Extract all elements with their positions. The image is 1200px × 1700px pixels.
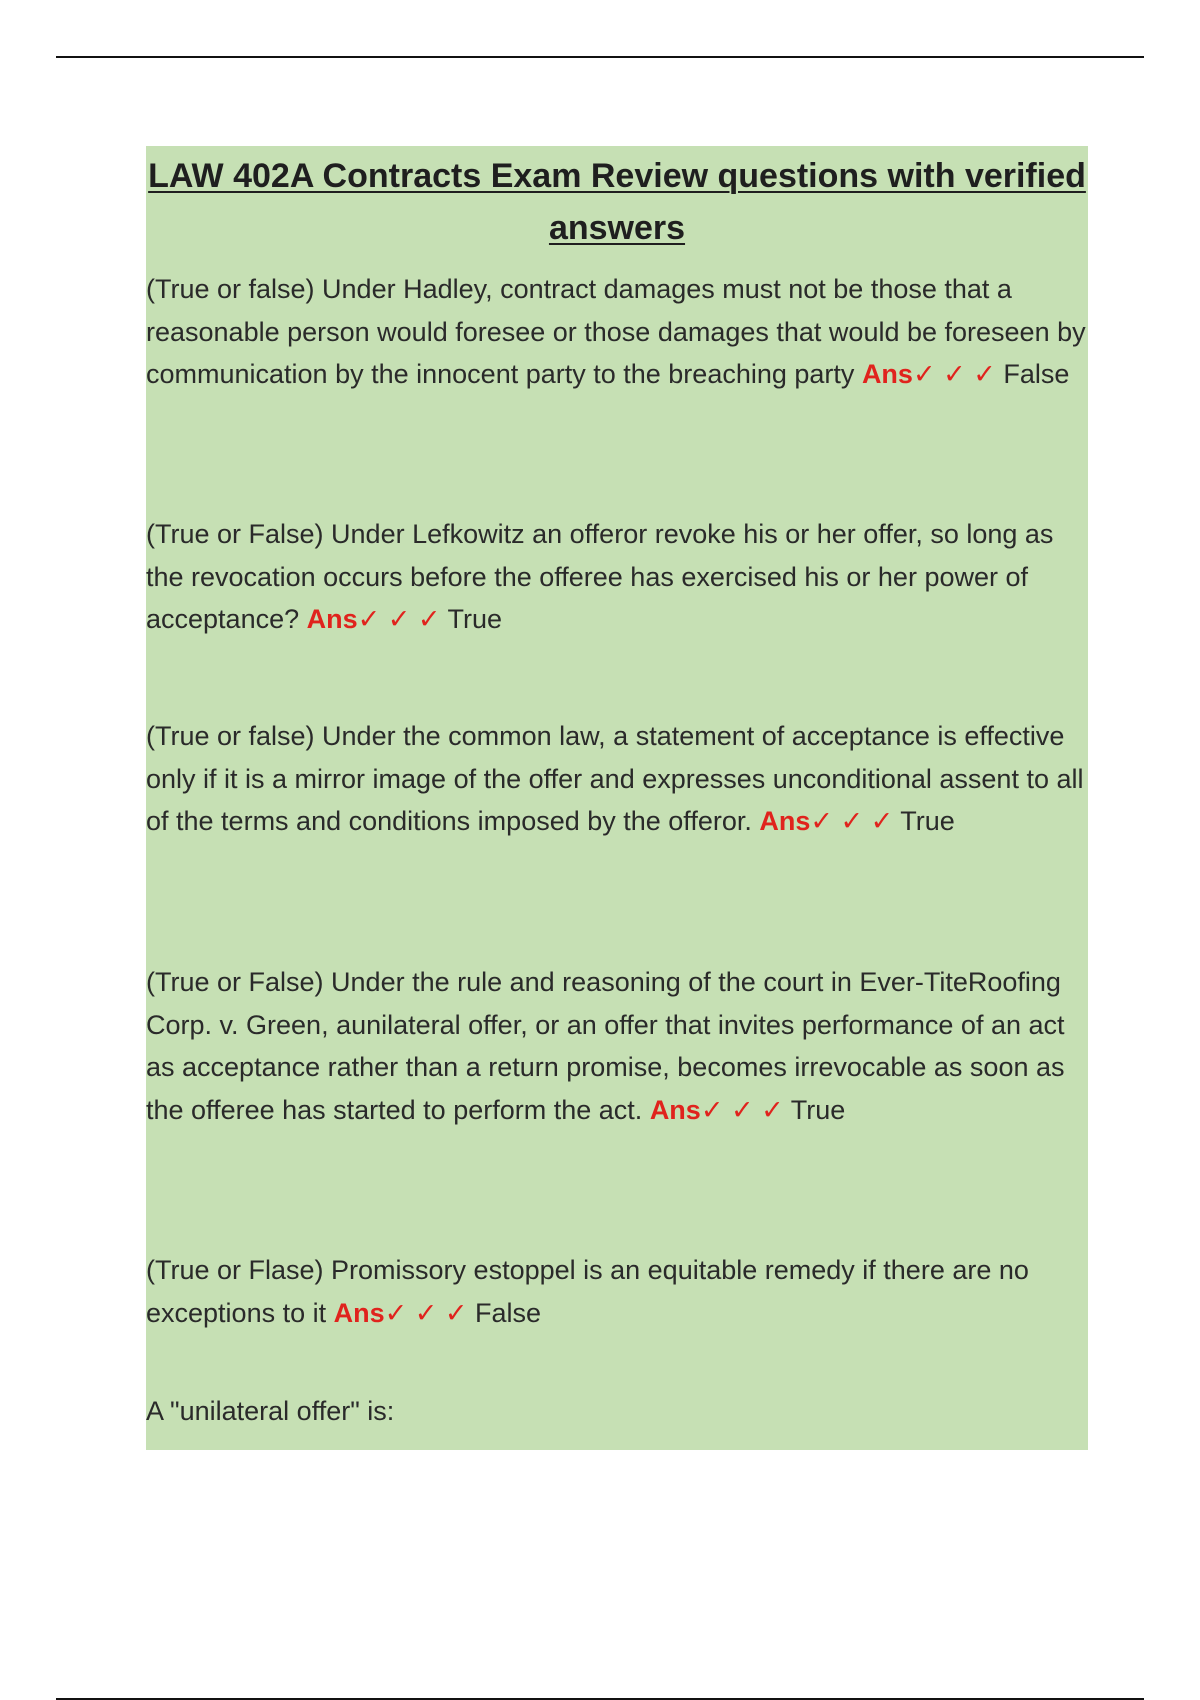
check-marks-icon: ✓ ✓ ✓	[384, 1297, 468, 1328]
answer-label: Ans	[861, 359, 913, 389]
question-text: (True or False) Under Lefkowitz an offeror revoke his or her offer, so long as the revocation occurs before the offeree has exercised his or her power of acceptance?	[146, 519, 1054, 634]
check-marks-icon: ✓ ✓ ✓	[700, 1094, 784, 1125]
answer-label: Ans	[306, 604, 358, 634]
question-text: (True or false) Under Hadley, contract damages must not be those that a reasonable person would foresee or those damages that would be foreseen by communication by the innocent party to the breaching party	[146, 274, 1086, 389]
check-marks-icon: ✓ ✓ ✓	[357, 604, 441, 634]
answer-value: True	[447, 604, 503, 634]
answer-value: False	[475, 1297, 542, 1328]
review-panel	[146, 146, 1088, 1450]
page-top-rule	[56, 56, 1144, 58]
question-text: (True or false) Under the common law, a statement of acceptance is effective only if it is a mirror image of the offer and expresses unconditional assent to all of the terms and conditions imposed by the offeror.	[146, 721, 1084, 836]
qa-item-5	[146, 1249, 1086, 1334]
question-text: (True or Flase) Promissory estoppel is an equitable remedy if there are no exceptions to it	[146, 1255, 1029, 1328]
question-text: (True or False) Under the rule and reasoning of the court in Ever-TiteRoofing Corp. v. Green, aunilateral offer, or an offer that invites performance of an act as acceptance rather than a return promise, becomes irrevocable as soon as the offeree has started to perform the act.	[146, 967, 1065, 1125]
answer-value: True	[900, 806, 955, 836]
document-title: LAW 402A Contracts Exam Review questions with verified answers	[148, 157, 1086, 247]
check-marks-icon: ✓ ✓ ✓	[912, 359, 996, 389]
qa-item-1	[146, 268, 1086, 396]
answer-value: True	[790, 1094, 846, 1125]
qa-item-2	[146, 513, 1086, 641]
qa-item-3	[146, 715, 1086, 843]
answer-label: Ans	[759, 806, 811, 836]
answer-value: False	[1003, 359, 1070, 389]
check-marks-icon: ✓ ✓ ✓	[810, 806, 894, 836]
answer-label: Ans	[649, 1094, 701, 1125]
trailing-question	[146, 1390, 1086, 1433]
question-text: A "unilateral offer" is:	[146, 1396, 395, 1426]
answer-label: Ans	[333, 1297, 385, 1328]
qa-item-4	[146, 961, 1086, 1131]
